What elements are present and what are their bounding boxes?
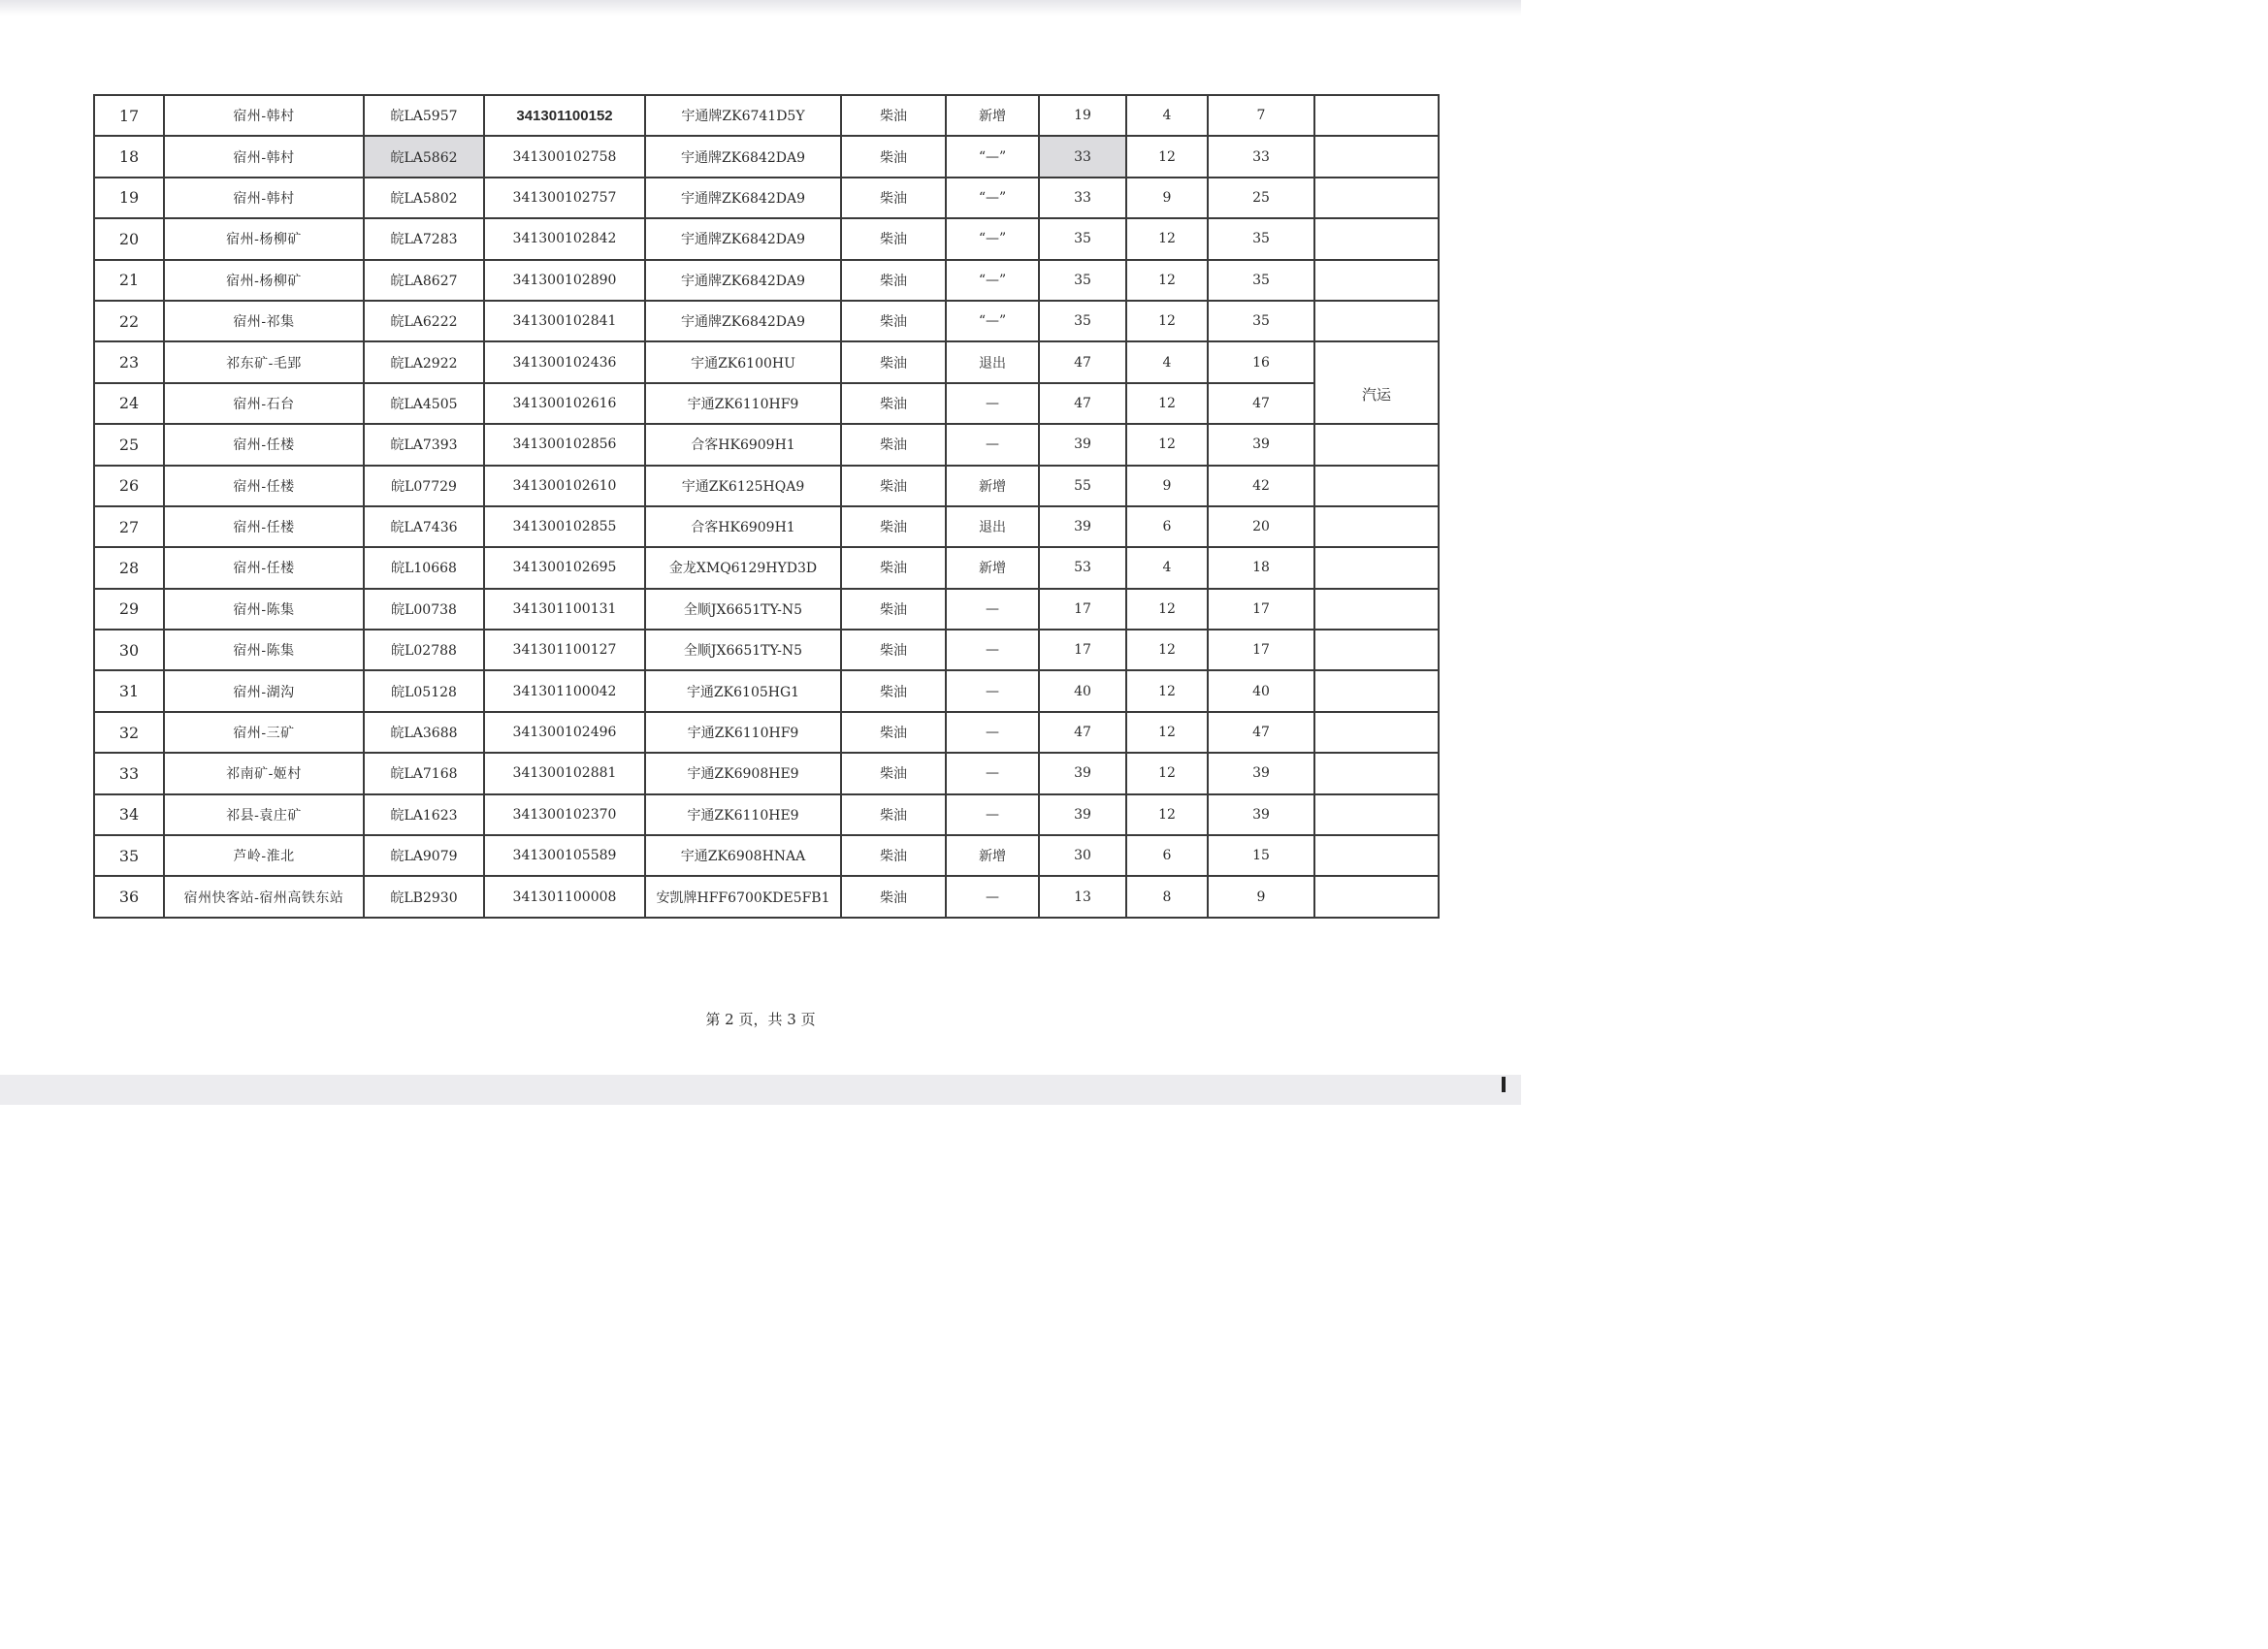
- model-cell: 宇通ZK6110HE9: [645, 794, 841, 835]
- row-number: 17: [94, 95, 164, 136]
- remark-cell: [1314, 712, 1439, 753]
- table-row: [94, 753, 1439, 793]
- row-number: 31: [94, 670, 164, 711]
- row-number: 27: [94, 506, 164, 547]
- plate-cell: 皖LA7168: [364, 753, 484, 793]
- plate-cell: 皖LA8627: [364, 260, 484, 301]
- seats-cell: 55: [1039, 466, 1126, 506]
- months-cell: 12: [1126, 794, 1208, 835]
- remark-cell: [1314, 794, 1439, 835]
- fuel-cell: 柴油: [841, 506, 946, 547]
- months-cell: 4: [1126, 547, 1208, 588]
- route-cell: 宿州-任楼: [164, 424, 364, 465]
- months-cell: 12: [1126, 260, 1208, 301]
- permit-cell: 341300102758: [484, 136, 645, 177]
- remark-cell: [1314, 547, 1439, 588]
- seats-cell: 33: [1039, 178, 1126, 218]
- row-number: 22: [94, 301, 164, 341]
- table-row: [94, 835, 1439, 876]
- seats-cell: 17: [1039, 589, 1126, 630]
- fuel-cell: 柴油: [841, 178, 946, 218]
- months-cell: 6: [1126, 835, 1208, 876]
- fuel-cell: 柴油: [841, 547, 946, 588]
- route-cell: 宿州-任楼: [164, 506, 364, 547]
- seats-cell: 35: [1039, 301, 1126, 341]
- route-cell: 宿州-湖沟: [164, 670, 364, 711]
- row-number: 20: [94, 218, 164, 259]
- total-cell: 47: [1208, 712, 1314, 753]
- route-cell: 宿州-韩村: [164, 95, 364, 136]
- months-cell: 9: [1126, 178, 1208, 218]
- model-cell: 合客HK6909H1: [645, 506, 841, 547]
- seats-cell: 35: [1039, 218, 1126, 259]
- plate-cell: 皖LA4505: [364, 383, 484, 424]
- change-cell: —: [946, 424, 1039, 465]
- route-cell: 祁南矿-姬村: [164, 753, 364, 793]
- row-number: 19: [94, 178, 164, 218]
- total-cell: 39: [1208, 424, 1314, 465]
- change-cell: 新增: [946, 835, 1039, 876]
- plate-cell: 皖LA5957: [364, 95, 484, 136]
- route-cell: 宿州-任楼: [164, 547, 364, 588]
- total-cell: 25: [1208, 178, 1314, 218]
- months-cell: 12: [1126, 218, 1208, 259]
- permit-cell: 341301100127: [484, 630, 645, 670]
- months-cell: 12: [1126, 136, 1208, 177]
- total-cell: 17: [1208, 630, 1314, 670]
- remark-cell: [1314, 589, 1439, 630]
- permit-cell: 341300102856: [484, 424, 645, 465]
- table-row: [94, 670, 1439, 711]
- table-row: [94, 136, 1439, 177]
- plate-cell: 皖LA1623: [364, 794, 484, 835]
- row-number: 24: [94, 383, 164, 424]
- table-row: [94, 794, 1439, 835]
- model-cell: 宇通牌ZK6741D5Y: [645, 95, 841, 136]
- fuel-cell: 柴油: [841, 670, 946, 711]
- remark-cell: [1314, 876, 1439, 917]
- remark-cell: [1314, 753, 1439, 793]
- plate-cell: 皖LA7283: [364, 218, 484, 259]
- model-cell: 安凯牌HFF6700KDE5FB1: [645, 876, 841, 917]
- seats-cell: 47: [1039, 383, 1126, 424]
- permit-cell: 341301100042: [484, 670, 645, 711]
- months-cell: 12: [1126, 753, 1208, 793]
- plate-cell: 皖LA3688: [364, 712, 484, 753]
- change-cell: —: [946, 630, 1039, 670]
- permit-cell: 341300102757: [484, 178, 645, 218]
- total-cell: 20: [1208, 506, 1314, 547]
- row-number: 34: [94, 794, 164, 835]
- model-cell: 宇通牌ZK6842DA9: [645, 136, 841, 177]
- row-number: 25: [94, 424, 164, 465]
- permit-cell: 341301100008: [484, 876, 645, 917]
- row-number: 26: [94, 466, 164, 506]
- seats-cell: 35: [1039, 260, 1126, 301]
- table-row: [94, 341, 1439, 382]
- model-cell: 宇通牌ZK6842DA9: [645, 178, 841, 218]
- fuel-cell: 柴油: [841, 218, 946, 259]
- months-cell: 12: [1126, 424, 1208, 465]
- total-cell: 39: [1208, 753, 1314, 793]
- route-cell: 宿州快客站-宿州高铁东站: [164, 876, 364, 917]
- row-number: 28: [94, 547, 164, 588]
- months-cell: 12: [1126, 670, 1208, 711]
- route-cell: 宿州-韩村: [164, 178, 364, 218]
- permit-cell: 341300102695: [484, 547, 645, 588]
- permit-cell: 341300105589: [484, 835, 645, 876]
- row-number: 30: [94, 630, 164, 670]
- total-cell: 16: [1208, 341, 1314, 382]
- table-row: [94, 178, 1439, 218]
- route-cell: 宿州-杨柳矿: [164, 260, 364, 301]
- table-row: [94, 506, 1439, 547]
- page-footer: 第 2 页，共 3 页: [705, 1011, 816, 1028]
- table-row: [94, 95, 1439, 136]
- remark-cell: [1314, 178, 1439, 218]
- seats-cell: 47: [1039, 712, 1126, 753]
- seats-cell: 13: [1039, 876, 1126, 917]
- scan-mark: [1502, 1077, 1506, 1092]
- permit-cell: 341301100131: [484, 589, 645, 630]
- plate-cell: 皖LA9079: [364, 835, 484, 876]
- scan-edge-top: [0, 0, 1521, 16]
- table-row: [94, 630, 1439, 670]
- model-cell: 全顺JX6651TY-N5: [645, 589, 841, 630]
- table-row: [94, 424, 1439, 465]
- months-cell: 12: [1126, 630, 1208, 670]
- model-cell: 宇通ZK6908HNAA: [645, 835, 841, 876]
- row-number: 23: [94, 341, 164, 382]
- remark-cell: [1314, 506, 1439, 547]
- remark-cell: [1314, 301, 1439, 341]
- route-cell: 宿州-陈集: [164, 630, 364, 670]
- remark-cell: [1314, 260, 1439, 301]
- fuel-cell: 柴油: [841, 383, 946, 424]
- total-cell: 35: [1208, 218, 1314, 259]
- months-cell: 4: [1126, 341, 1208, 382]
- model-cell: 宇通牌ZK6842DA9: [645, 301, 841, 341]
- route-cell: 宿州-任楼: [164, 466, 364, 506]
- fuel-cell: 柴油: [841, 424, 946, 465]
- plate-cell: 皖L00738: [364, 589, 484, 630]
- total-cell: 35: [1208, 260, 1314, 301]
- table-body: [94, 95, 1439, 918]
- change-cell: 新增: [946, 95, 1039, 136]
- total-cell: 17: [1208, 589, 1314, 630]
- seats-cell: 33: [1039, 136, 1126, 177]
- row-number: 29: [94, 589, 164, 630]
- total-cell: 15: [1208, 835, 1314, 876]
- plate-cell: 皖L02788: [364, 630, 484, 670]
- route-cell: 祁县-袁庄矿: [164, 794, 364, 835]
- route-cell: 祁东矿-毛郢: [164, 341, 364, 382]
- fuel-cell: 柴油: [841, 589, 946, 630]
- months-cell: 6: [1126, 506, 1208, 547]
- table-row: [94, 383, 1439, 424]
- months-cell: 8: [1126, 876, 1208, 917]
- route-cell: 宿州-祁集: [164, 301, 364, 341]
- seats-cell: 19: [1039, 95, 1126, 136]
- plate-cell: 皖LA7436: [364, 506, 484, 547]
- seats-cell: 39: [1039, 794, 1126, 835]
- change-cell: —: [946, 753, 1039, 793]
- permit-cell: 341300102616: [484, 383, 645, 424]
- permit-cell: 341300102496: [484, 712, 645, 753]
- fuel-cell: 柴油: [841, 794, 946, 835]
- fuel-cell: 柴油: [841, 341, 946, 382]
- total-cell: 18: [1208, 547, 1314, 588]
- remark-cell: [1314, 670, 1439, 711]
- total-cell: 39: [1208, 794, 1314, 835]
- plate-cell: 皖LA2922: [364, 341, 484, 382]
- remark-cell: [1314, 424, 1439, 465]
- total-cell: 7: [1208, 95, 1314, 136]
- total-cell: 33: [1208, 136, 1314, 177]
- permit-cell: 341300102881: [484, 753, 645, 793]
- total-cell: 47: [1208, 383, 1314, 424]
- change-cell: “—”: [946, 136, 1039, 177]
- permit-cell: 341300102436: [484, 341, 645, 382]
- model-cell: 宇通ZK6110HF9: [645, 383, 841, 424]
- table-row: [94, 547, 1439, 588]
- months-cell: 9: [1126, 466, 1208, 506]
- plate-cell: 皖LA5862: [364, 136, 484, 177]
- permit-cell: 341300102610: [484, 466, 645, 506]
- permit-cell: 341300102370: [484, 794, 645, 835]
- change-cell: “—”: [946, 218, 1039, 259]
- fuel-cell: 柴油: [841, 630, 946, 670]
- model-cell: 宇通ZK6110HF9: [645, 712, 841, 753]
- row-number: 32: [94, 712, 164, 753]
- fuel-cell: 柴油: [841, 466, 946, 506]
- route-cell: 宿州-杨柳矿: [164, 218, 364, 259]
- row-number: 21: [94, 260, 164, 301]
- model-cell: 全顺JX6651TY-N5: [645, 630, 841, 670]
- plate-cell: 皖L05128: [364, 670, 484, 711]
- route-cell: 宿州-石台: [164, 383, 364, 424]
- months-cell: 12: [1126, 712, 1208, 753]
- permit-cell: 341300102841: [484, 301, 645, 341]
- months-cell: 12: [1126, 589, 1208, 630]
- months-cell: 12: [1126, 301, 1208, 341]
- change-cell: 退出: [946, 506, 1039, 547]
- permit-cell: 341300102890: [484, 260, 645, 301]
- permit-cell: 341300102855: [484, 506, 645, 547]
- fuel-cell: 柴油: [841, 301, 946, 341]
- row-number: 18: [94, 136, 164, 177]
- change-cell: 退出: [946, 341, 1039, 382]
- row-number: 36: [94, 876, 164, 917]
- change-cell: “—”: [946, 260, 1039, 301]
- plate-cell: 皖LA5802: [364, 178, 484, 218]
- row-number: 33: [94, 753, 164, 793]
- plate-cell: 皖LA6222: [364, 301, 484, 341]
- remark-cell: [1314, 341, 1439, 382]
- fuel-cell: 柴油: [841, 136, 946, 177]
- fuel-cell: 柴油: [841, 712, 946, 753]
- remark-cell: [1314, 630, 1439, 670]
- seats-cell: 30: [1039, 835, 1126, 876]
- seats-cell: 47: [1039, 341, 1126, 382]
- remark-cell: [1314, 95, 1439, 136]
- table-row: [94, 218, 1439, 259]
- seats-cell: 17: [1039, 630, 1126, 670]
- route-cell: 芦岭-淮北: [164, 835, 364, 876]
- vehicle-table: [93, 94, 1440, 919]
- table-row: [94, 301, 1439, 341]
- model-cell: 宇通ZK6908HE9: [645, 753, 841, 793]
- change-cell: —: [946, 383, 1039, 424]
- fuel-cell: 柴油: [841, 260, 946, 301]
- fuel-cell: 柴油: [841, 876, 946, 917]
- change-cell: —: [946, 794, 1039, 835]
- seats-cell: 39: [1039, 424, 1126, 465]
- total-cell: 42: [1208, 466, 1314, 506]
- seats-cell: 39: [1039, 753, 1126, 793]
- table-row: [94, 260, 1439, 301]
- route-cell: 宿州-三矿: [164, 712, 364, 753]
- model-cell: 宇通ZK6105HG1: [645, 670, 841, 711]
- remark-cell: [1314, 136, 1439, 177]
- change-cell: —: [946, 589, 1039, 630]
- permit-cell: 341300102842: [484, 218, 645, 259]
- plate-cell: 皖LA7393: [364, 424, 484, 465]
- change-cell: —: [946, 876, 1039, 917]
- permit-cell: 341301100152: [484, 95, 645, 136]
- total-cell: 9: [1208, 876, 1314, 917]
- remark-cell: [1314, 218, 1439, 259]
- change-cell: —: [946, 712, 1039, 753]
- remark-cell: [1314, 835, 1439, 876]
- total-cell: 35: [1208, 301, 1314, 341]
- model-cell: 宇通ZK6100HU: [645, 341, 841, 382]
- change-cell: “—”: [946, 178, 1039, 218]
- model-cell: 宇通ZK6125HQA9: [645, 466, 841, 506]
- scan-edge-bottom: [0, 1075, 1521, 1105]
- model-cell: 宇通牌ZK6842DA9: [645, 218, 841, 259]
- fuel-cell: 柴油: [841, 95, 946, 136]
- route-cell: 宿州-韩村: [164, 136, 364, 177]
- table-row: [94, 876, 1439, 917]
- fuel-cell: 柴油: [841, 753, 946, 793]
- plate-cell: 皖LB2930: [364, 876, 484, 917]
- months-cell: 12: [1126, 383, 1208, 424]
- model-cell: 合客HK6909H1: [645, 424, 841, 465]
- remark-label: 汽运: [1362, 386, 1392, 404]
- months-cell: 4: [1126, 95, 1208, 136]
- seats-cell: 53: [1039, 547, 1126, 588]
- seats-cell: 40: [1039, 670, 1126, 711]
- table-row: [94, 589, 1439, 630]
- change-cell: 新增: [946, 466, 1039, 506]
- remark-cell: [1314, 466, 1439, 506]
- row-number: 35: [94, 835, 164, 876]
- change-cell: 新增: [946, 547, 1039, 588]
- fuel-cell: 柴油: [841, 835, 946, 876]
- route-cell: 宿州-陈集: [164, 589, 364, 630]
- plate-cell: 皖L07729: [364, 466, 484, 506]
- table-row: [94, 466, 1439, 506]
- table-row: [94, 712, 1439, 753]
- total-cell: 40: [1208, 670, 1314, 711]
- model-cell: 金龙XMQ6129HYD3D: [645, 547, 841, 588]
- model-cell: 宇通牌ZK6842DA9: [645, 260, 841, 301]
- seats-cell: 39: [1039, 506, 1126, 547]
- change-cell: “—”: [946, 301, 1039, 341]
- plate-cell: 皖L10668: [364, 547, 484, 588]
- change-cell: —: [946, 670, 1039, 711]
